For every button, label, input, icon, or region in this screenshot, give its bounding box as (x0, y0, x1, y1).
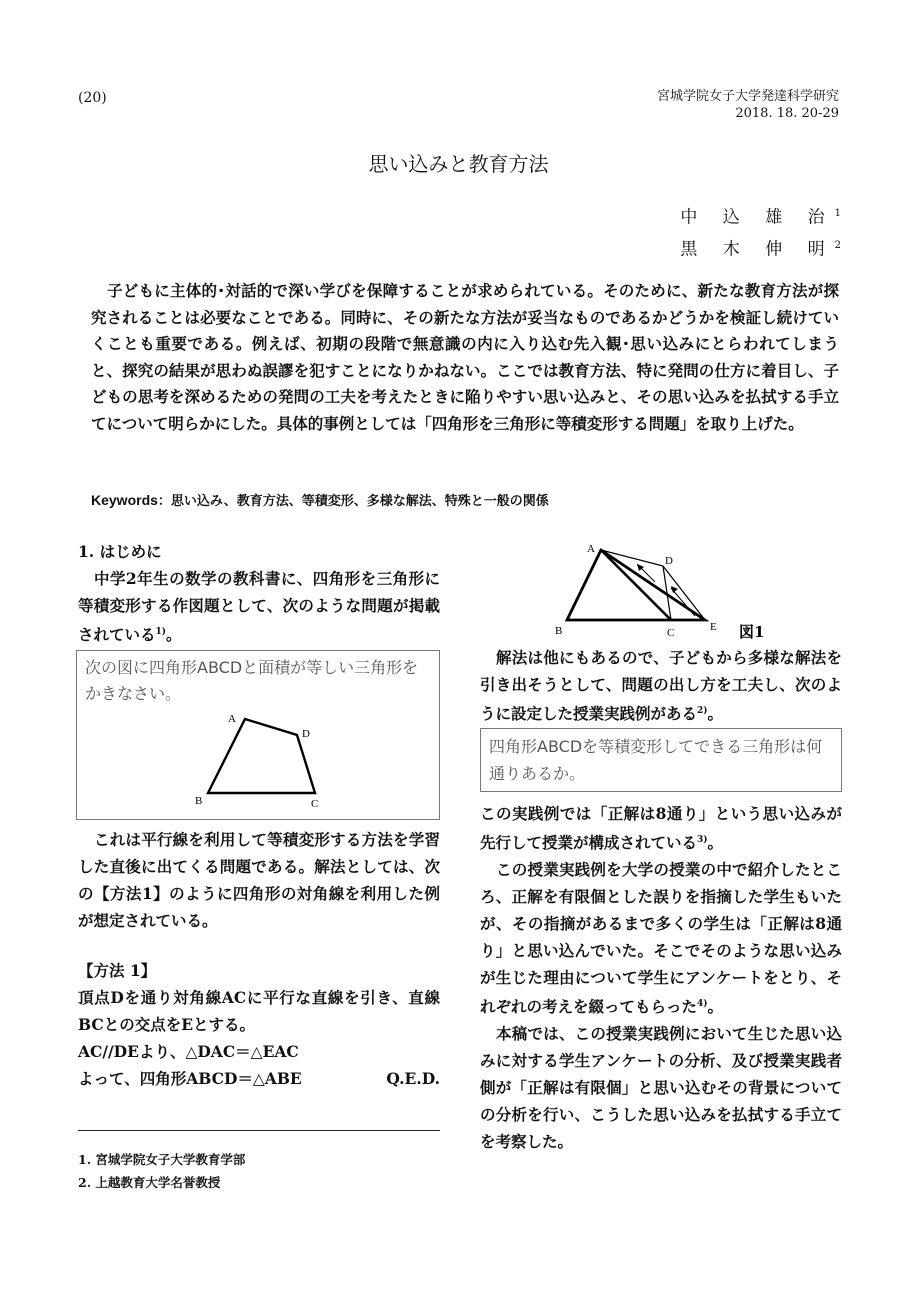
vertex-label-c: C (311, 798, 319, 810)
author-affiliation-mark: 2 (834, 239, 841, 251)
footnote-2: 2. 上越教育大学名誉教授 (78, 1175, 221, 1190)
vertex-label-b: B (195, 795, 203, 807)
journal-citation: 2018. 18. 20-29 (735, 106, 839, 121)
explanation-paragraph: これは平行線を利用して等積変形する方法を学習した直後に出てくる問題である。解法としては、次の【方法1】のように四角形の対角線を利用した例が想定されている。 (78, 830, 440, 930)
problem-box (76, 650, 440, 820)
author-affiliation-mark: 1 (834, 208, 841, 219)
problem-text: 次の図に四角形ABCDと面積が等しい三角形をかきなさい。 (85, 658, 419, 703)
practice-text-end: 。 (707, 833, 724, 853)
survey-text: この授業実践例を大学の授業の中で紹介したところ、正解を有限個とした誤りを指摘した学生もいたが、その指摘があるまで多くの学生は「正解は8通り」と思い込んでいた。そこでそのような思い込みが生じた理由について学生にアンケートをとり、それぞれの考えを綴ってもらった (480, 860, 842, 1017)
method-step-3 (78, 1065, 440, 1092)
reference-mark: 2) (697, 706, 708, 716)
solutions-text: 解法は他にもあるので、子どもから多様な解法を引き出そうとして、問題の出し方を工夫し、次のように設定した授業実践例がある (480, 648, 842, 724)
survey-paragraph (480, 856, 842, 1020)
author-name: 黒 木 伸 明 (680, 239, 835, 260)
vertex-label-c: C (667, 627, 675, 639)
right-column (480, 644, 842, 727)
method-conclusion: よって、四角形ABCD＝△ABE (78, 1069, 302, 1088)
author-name: 中 込 雄 治 (680, 207, 835, 228)
author-1 (680, 200, 841, 232)
vertex-label-a: A (587, 543, 595, 555)
journal-name: 宮城学院女子大学発達科学研究 (656, 89, 839, 104)
left-column (78, 538, 440, 648)
question-box (480, 728, 842, 792)
vertex-label-e: E (710, 621, 717, 633)
journal-header (657, 88, 839, 122)
reference-mark: 1) (155, 627, 167, 637)
footnote-1: 1. 宮城学院女子大学教育学部 (78, 1152, 246, 1167)
left-column-continued (78, 826, 440, 934)
paper-title: 思い込みと教育方法 (368, 152, 549, 176)
method-step-1: 頂点Dを通り対角線ACに平行な直線を引き、直線BCとの交点をEとする。 (78, 988, 440, 1034)
quadrilateral-abcd (208, 719, 315, 793)
keywords-text: ：思い込み、教育方法、等積変形、多様な解法、特殊と一般の関係 (157, 494, 549, 509)
solutions-text-end: 。 (707, 704, 724, 724)
solutions-paragraph (480, 644, 842, 727)
page-number: (20) (78, 90, 107, 106)
footnotes (78, 1148, 245, 1194)
survey-text-end: 。 (707, 997, 724, 1017)
reference-mark: 4) (697, 999, 708, 1010)
method-1 (78, 957, 440, 1092)
intro-text: 中学2年生の数学の教科書に、四角形を三角形に等積変形する作図題として、次のような問題が掲載されている (78, 569, 440, 645)
figure-1 (555, 538, 785, 643)
author-2 (680, 232, 841, 264)
qed-mark: Q.E.D. (386, 1069, 440, 1088)
vertex-label-d: D (665, 555, 673, 567)
quadrilateral-figure (77, 651, 439, 819)
right-column-continued (480, 800, 842, 1155)
practice-paragraph (480, 800, 842, 856)
intro-text-end: 。 (166, 625, 182, 645)
footnote-divider (78, 1130, 440, 1131)
intro-paragraph (78, 565, 440, 648)
vertex-label-d: D (302, 728, 310, 740)
vertex-label-a: A (228, 713, 236, 725)
question-text: 四角形ABCDを等積変形してできる三角形は何通りあるか。 (489, 737, 823, 783)
figure-caption: 図1 (739, 623, 765, 641)
reference-mark: 3) (697, 835, 708, 845)
keywords-label: Keywords (91, 492, 158, 508)
purpose-paragraph: 本稿では、この授業実践例において生じた思い込みに対する学生アンケートの分析、及び授業実践者側が「正解は有限個」と思い込むその背景についての分析を行い、こうした思い込みを払拭する手立てを考察した。 (480, 1024, 842, 1152)
abstract: 子どもに主体的･対話的で深い学びを保障することが求められている。そのために、新たな教育方法が探究されることは必要なことである。同時に、その新たな方法が妥当なものであるかどうかを検証し続けていくことも重要である。例えば、初期の段階で無意識の内に入り込む先入観･思い込みにとらわれてしまうと、探究の結果が思わぬ誤謬を犯すことになりかねない。ここでは教育方法、特に発問の仕方に着目し、子どもの思考を深めるための発問の工夫を考えたときに陥りやすい思い込みと、その思い込みを払拭する手立てについて明らかにした。具体的事例としては「四角形を三角形に等積変形する問題」を取り上げた。 (91, 281, 839, 433)
method-step-2: AC//DEより、△DAC＝△EAC (78, 1042, 299, 1061)
section-heading: 1. はじめに (78, 542, 162, 561)
keywords (91, 490, 549, 509)
vertex-label-b: B (555, 625, 563, 637)
author-list (680, 200, 841, 263)
method-title: 【方法 1】 (78, 961, 157, 980)
practice-text: この実践例では「正解は8通り」という思い込みが先行して授業が構成されている (480, 804, 842, 853)
diagonal-ac (601, 550, 671, 620)
